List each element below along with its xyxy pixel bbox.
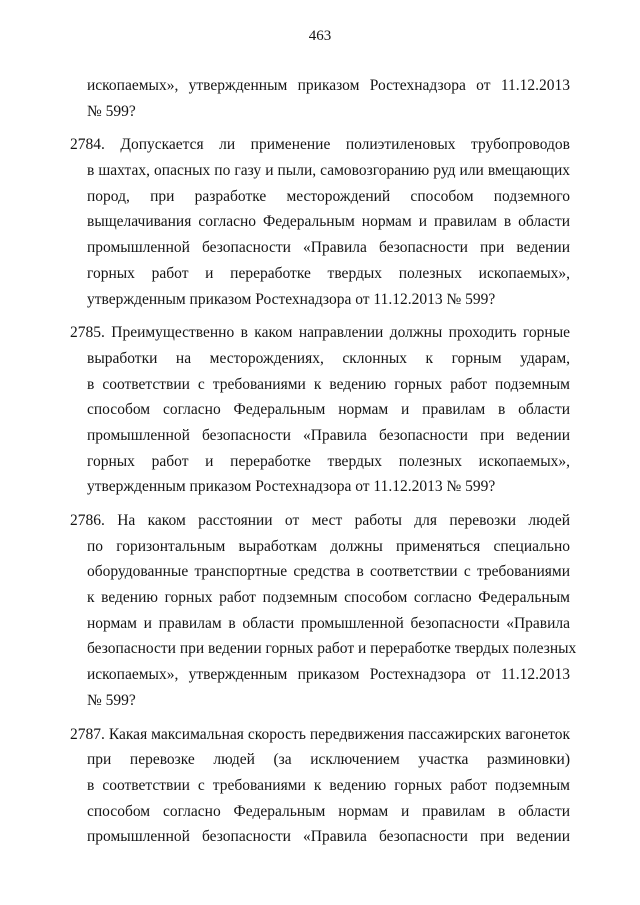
text-line: горных работ и переработке твердых полезных ископаемых»,	[87, 264, 570, 282]
question-number: 2787.	[70, 725, 105, 743]
question-number: 2784.	[70, 136, 105, 154]
text-line: по горизонтальным выработкам должны применяться специально	[87, 537, 570, 555]
text-line: при перевозке людей (за исключением участка разминовки)	[87, 751, 570, 769]
text-line: Допускается ли применение полиэтиленовых трубопроводов	[120, 136, 571, 154]
text-line: оборудованные транспортные средства в соответствии с требованиями	[87, 563, 570, 581]
text-line: Преимущественно в каком направлении должны проходить горные	[111, 324, 571, 342]
text-line: На каком расстоянии от мест работы для перевозки людей	[117, 512, 570, 529]
text-line: ископаемых», утвержденным приказом Ростехнадзора от 11.12.2013	[87, 77, 570, 94]
document-body	[70, 73, 577, 850]
text-line: безопасности при ведении горных работ и переработке твердых полезных	[87, 640, 577, 658]
text-line: нормам и правилам в области промышленной безопасности «Правила	[87, 614, 570, 632]
text-line: утвержденным приказом Ростехнадзора от 11.12.2013 № 599?	[87, 478, 496, 496]
text-line: выщелачивания согласно Федеральным нормам и правилам в области	[87, 213, 570, 231]
text-line: промышленной безопасности «Правила безопасности при ведении	[87, 239, 570, 257]
question-2786	[70, 508, 577, 714]
text-line: Какая максимальная скорость передвижения пассажирских вагонеток	[108, 725, 571, 743]
text-line: в шахтах, опасных по газу и пыли, самовозгоранию руд или вмещающих	[87, 162, 570, 180]
question-number: 2786.	[70, 512, 105, 529]
text-line: промышленной безопасности «Правила безопасности при ведении	[87, 426, 570, 444]
text-line: в соответствии с требованиями к ведению горных работ подземным	[87, 776, 570, 794]
text-line: способом согласно Федеральным нормам и правилам в области	[87, 401, 570, 419]
text-line: горных работ и переработке твердых полезных ископаемых»,	[87, 452, 570, 470]
question-first-line	[70, 132, 570, 158]
question-number: 2785.	[70, 324, 105, 342]
question-2787	[70, 722, 571, 850]
question-2784	[70, 132, 571, 312]
text-line: пород, при разработке месторождений способом подземного	[87, 187, 570, 205]
text-line: к ведению горных работ подземным способом согласно Федеральным	[87, 589, 570, 607]
text-line: в соответствии с требованиями к ведению горных работ подземным	[87, 375, 570, 393]
text-line: выработки на месторождениях, склонных к горным ударам,	[87, 349, 570, 367]
text-line: промышленной безопасности «Правила безопасности при ведении	[87, 828, 570, 846]
page-number: 463	[308, 28, 332, 44]
question-first-line	[70, 722, 570, 748]
text-line: № 599?	[87, 691, 136, 709]
paragraph-continuation	[87, 73, 570, 124]
text-line: утвержденным приказом Ростехнадзора от 11.12.2013 № 599?	[87, 290, 496, 308]
question-2785	[70, 320, 571, 500]
question-first-line	[70, 320, 570, 346]
text-line: ископаемых», утвержденным приказом Ростехнадзора от 11.12.2013	[87, 666, 570, 684]
text-line: № 599?	[87, 102, 136, 120]
text-line: способом согласно Федеральным нормам и правилам в области	[87, 802, 570, 820]
question-first-line	[70, 508, 570, 534]
